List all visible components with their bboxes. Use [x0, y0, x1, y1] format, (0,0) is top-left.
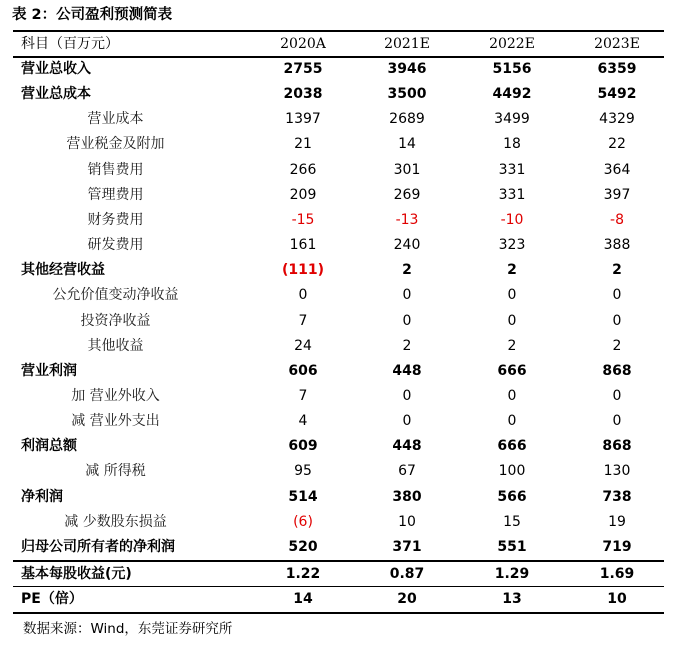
table-row — [13, 485, 664, 510]
row-value: 397 — [603, 186, 631, 203]
row-value: 0 — [507, 312, 517, 329]
row-value: 0 — [507, 387, 517, 404]
row-value: 10 — [398, 513, 416, 530]
row-label: 公允价值变动净收益 — [52, 287, 179, 304]
row-value: 520 — [288, 538, 318, 555]
row-value: 21 — [294, 136, 312, 153]
row-value: 331 — [498, 186, 526, 203]
table-row — [13, 535, 664, 560]
row-value: -10 — [500, 211, 524, 228]
table-row — [13, 158, 664, 183]
table-row — [13, 82, 664, 107]
row-label: 营业利润 — [21, 362, 77, 379]
row-label: 管理费用 — [87, 186, 144, 203]
row-value: 3946 — [387, 61, 427, 77]
table-row — [13, 562, 664, 587]
row-value: 20 — [397, 590, 417, 607]
table-row — [13, 233, 664, 258]
row-value: 24 — [294, 337, 312, 354]
row-value: 4329 — [599, 111, 635, 128]
row-value: 2755 — [283, 61, 323, 77]
row-value: 0 — [612, 312, 622, 329]
row-value: 606 — [288, 362, 318, 379]
header-label: 科目（百万元） — [21, 36, 119, 52]
row-value: 371 — [392, 538, 422, 555]
row-value: 95 — [294, 463, 312, 480]
row-value: 0 — [402, 413, 412, 430]
table-rule — [13, 30, 664, 32]
row-value: 2689 — [389, 111, 425, 128]
row-label: 减 营业外支出 — [71, 413, 160, 430]
header-year-2022e: 2022E — [489, 36, 535, 52]
row-value: 2 — [612, 262, 622, 279]
header-year-2021e: 2021E — [384, 36, 430, 52]
table-rule — [13, 612, 664, 614]
row-value: 161 — [289, 237, 317, 254]
row-value: 0 — [507, 287, 517, 304]
row-value: -13 — [395, 211, 419, 228]
row-value: 331 — [498, 161, 526, 178]
table-rule — [13, 586, 664, 587]
row-value: 0 — [612, 413, 622, 430]
row-value: 2 — [507, 337, 517, 354]
row-value: 240 — [393, 237, 421, 254]
row-value: 67 — [398, 463, 416, 480]
row-value: 514 — [288, 488, 318, 505]
row-value: 364 — [603, 161, 631, 178]
row-value: 380 — [392, 488, 422, 505]
row-value: 0.87 — [389, 565, 425, 582]
row-value: 666 — [497, 438, 527, 455]
row-value: 609 — [288, 438, 318, 455]
row-value: 269 — [393, 186, 421, 203]
row-value: (6) — [293, 513, 313, 530]
table-row — [13, 57, 664, 82]
row-value: -15 — [291, 211, 315, 228]
row-value: 551 — [497, 538, 527, 555]
header-year-2020a: 2020A — [280, 36, 326, 52]
row-value: 5156 — [492, 61, 532, 77]
row-label: 销售费用 — [87, 161, 144, 178]
row-value: 0 — [402, 312, 412, 329]
table-row — [13, 359, 664, 384]
row-value: 0 — [507, 413, 517, 430]
row-label: 加 营业外收入 — [71, 387, 160, 404]
row-label: 投资净收益 — [80, 312, 151, 329]
row-value: 301 — [393, 161, 421, 178]
row-label: 归母公司所有者的净利润 — [21, 538, 175, 555]
row-value: 2 — [507, 262, 517, 279]
row-value: 719 — [602, 538, 632, 555]
row-value: 0 — [612, 287, 622, 304]
table-title: 表 2：公司盈利预测简表 — [12, 7, 173, 23]
row-value: 2 — [402, 337, 412, 354]
table-row — [13, 587, 664, 612]
row-value: 4 — [298, 413, 308, 430]
row-value: (111) — [281, 262, 325, 279]
row-label: 基本每股收益(元) — [21, 565, 132, 582]
table-row — [13, 107, 664, 132]
row-value: 666 — [497, 362, 527, 379]
table-row — [13, 510, 664, 535]
table-header-row — [13, 31, 664, 57]
row-value: 14 — [398, 136, 416, 153]
row-label: 研发费用 — [87, 237, 144, 254]
row-value: 738 — [602, 488, 632, 505]
row-value: 6359 — [597, 61, 637, 77]
table-row — [13, 434, 664, 459]
row-label: 营业税金及附加 — [66, 136, 165, 153]
row-value: 3500 — [387, 86, 427, 103]
row-value: 4492 — [492, 86, 532, 103]
row-label: 减 少数股东损益 — [64, 513, 167, 530]
row-value: 14 — [293, 590, 313, 607]
row-value: 266 — [289, 161, 317, 178]
row-value: 0 — [402, 287, 412, 304]
table-row — [13, 309, 664, 334]
row-label: 营业成本 — [87, 111, 144, 128]
row-value: 388 — [603, 237, 631, 254]
row-value: 100 — [498, 463, 526, 480]
table-row — [13, 459, 664, 484]
row-value: 868 — [602, 362, 632, 379]
row-value: -8 — [610, 211, 624, 228]
row-label: 其他经营收益 — [21, 262, 105, 279]
row-label: PE（倍） — [21, 590, 83, 607]
table-row — [13, 258, 664, 283]
row-value: 448 — [392, 362, 422, 379]
row-value: 3499 — [494, 111, 530, 128]
row-value: 209 — [289, 186, 317, 203]
row-value: 18 — [503, 136, 521, 153]
row-value: 10 — [607, 590, 627, 607]
row-value: 7 — [298, 312, 308, 329]
row-label: 利润总额 — [21, 438, 77, 455]
table-row — [13, 283, 664, 308]
header-year-2023e: 2023E — [594, 36, 640, 52]
row-value: 566 — [497, 488, 527, 505]
row-value: 1.69 — [599, 565, 635, 582]
table-row — [13, 208, 664, 233]
row-label: 营业总成本 — [21, 86, 91, 103]
row-value: 19 — [608, 513, 626, 530]
row-value: 15 — [503, 513, 521, 530]
table-rule — [13, 56, 664, 58]
row-value: 2038 — [283, 86, 323, 103]
row-label: 减 所得税 — [85, 463, 146, 480]
row-value: 868 — [602, 438, 632, 455]
row-value: 7 — [298, 387, 308, 404]
row-value: 5492 — [597, 86, 637, 103]
row-value: 1.22 — [285, 565, 321, 582]
row-label: 财务费用 — [87, 211, 144, 228]
row-label: 营业总收入 — [21, 61, 91, 77]
table-row — [13, 334, 664, 359]
table-row — [13, 384, 664, 409]
row-value: 0 — [612, 387, 622, 404]
row-value: 1.29 — [494, 565, 530, 582]
row-value: 13 — [502, 590, 522, 607]
table-row — [13, 132, 664, 157]
row-value: 2 — [612, 337, 622, 354]
row-value: 448 — [392, 438, 422, 455]
row-label: 净利润 — [21, 488, 63, 505]
row-value: 0 — [402, 387, 412, 404]
row-label: 其他收益 — [87, 337, 144, 354]
row-value: 22 — [608, 136, 626, 153]
row-value: 0 — [298, 287, 308, 304]
source-note: 数据来源：Wind，东莞证券研究所 — [23, 621, 233, 637]
table-row — [13, 183, 664, 208]
row-value: 130 — [603, 463, 631, 480]
row-value: 1397 — [285, 111, 321, 128]
table-rule — [13, 560, 664, 562]
row-value: 2 — [402, 262, 412, 279]
table-row — [13, 409, 664, 434]
row-value: 323 — [498, 237, 526, 254]
